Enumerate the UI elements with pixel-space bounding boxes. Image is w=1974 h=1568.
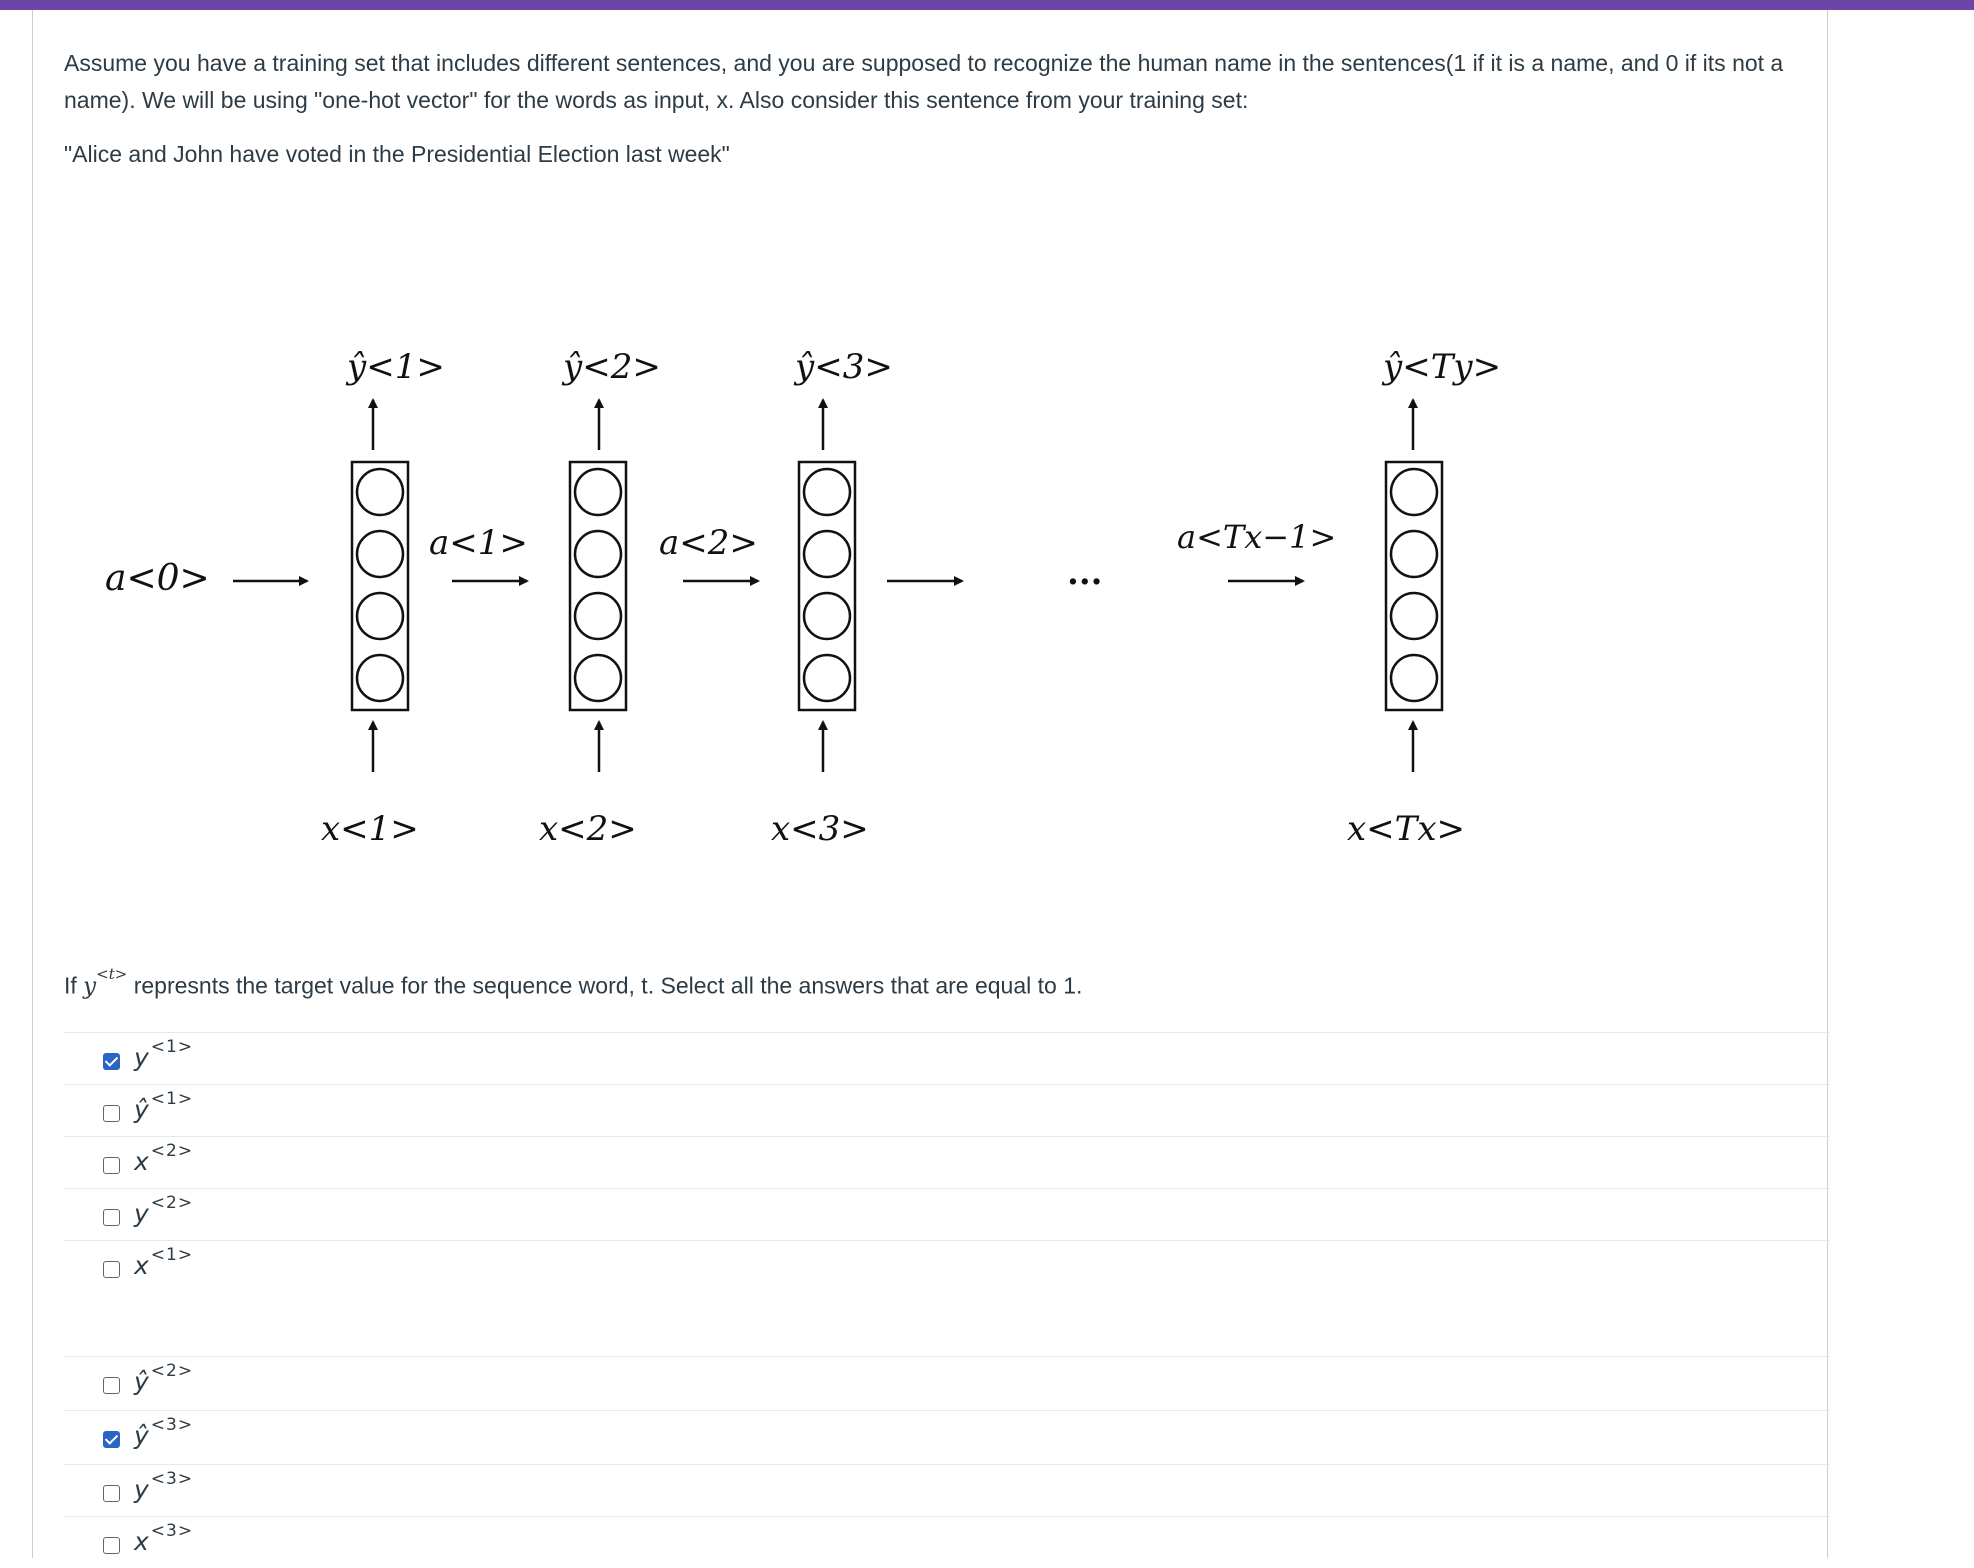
checkbox[interactable] (103, 1105, 120, 1122)
option-base: y (134, 1475, 149, 1504)
question-var-sup: <t> (96, 965, 128, 983)
option-label (134, 1245, 194, 1281)
checkbox[interactable] (103, 1537, 120, 1554)
label-a2: a<2> (659, 523, 758, 563)
option-base: ŷ (134, 1095, 149, 1124)
option-base: ŷ (134, 1421, 149, 1450)
label-yhat-1: ŷ<1> (347, 347, 445, 387)
label-x-1: x<1> (321, 809, 419, 849)
option-sup: <3> (150, 1469, 194, 1489)
checkbox[interactable] (103, 1377, 120, 1394)
quiz-question-panel (32, 10, 1828, 1558)
answer-option[interactable] (64, 1464, 1830, 1516)
label-x-2: x<2> (539, 809, 637, 849)
answer-option[interactable] (64, 1410, 1830, 1462)
option-base: y (134, 1199, 149, 1228)
rnn-cell-3 (799, 462, 855, 710)
checkbox[interactable] (103, 1209, 120, 1226)
label-yhat-ty: ŷ<Ty> (1383, 347, 1502, 387)
question-suffix: represnts the target value for the sequence word, t. Select all the answers that are equal to 1. (127, 972, 1083, 999)
option-sup: <2> (150, 1361, 194, 1381)
option-label (134, 1361, 194, 1397)
top-accent-bar (0, 0, 1974, 10)
option-label (134, 1415, 194, 1451)
label-yhat-3: ŷ<3> (795, 347, 893, 387)
question-prompt (64, 962, 1082, 1006)
label-x-3: x<3> (771, 809, 869, 849)
answer-option[interactable] (64, 1516, 1830, 1568)
option-label (134, 1521, 194, 1557)
label-x-tx: x<Tx> (1347, 809, 1466, 849)
question-prefix: If (64, 972, 84, 999)
option-base: y (134, 1043, 149, 1072)
question-var: y (83, 973, 97, 1000)
option-sup: <2> (150, 1193, 194, 1213)
answer-option[interactable] (64, 1032, 1830, 1084)
option-sup: <3> (150, 1521, 194, 1541)
option-base: x (134, 1147, 149, 1176)
option-label (134, 1141, 194, 1177)
option-sup: <2> (150, 1141, 194, 1161)
answer-option[interactable] (64, 1084, 1830, 1136)
rnn-diagram (65, 302, 1525, 882)
label-ellipsis: ... (1067, 553, 1103, 593)
rnn-cell-1 (352, 462, 408, 710)
option-base: ŷ (134, 1367, 149, 1396)
checkbox[interactable] (103, 1485, 120, 1502)
option-label (134, 1469, 194, 1505)
option-label (134, 1089, 194, 1125)
option-sup: <1> (150, 1245, 194, 1265)
checkbox[interactable] (103, 1157, 120, 1174)
option-base: x (134, 1527, 149, 1556)
option-sup: <1> (150, 1037, 194, 1057)
checkbox-checked[interactable] (103, 1431, 120, 1448)
training-sentence-quote: "Alice and John have voted in the Presidential Election last week" (64, 141, 730, 167)
rnn-cell-2 (570, 462, 626, 710)
label-atx-minus-1: a<Tx−1> (1177, 518, 1337, 556)
label-a0: a<0> (105, 558, 210, 599)
answer-option[interactable] (64, 1188, 1830, 1240)
answer-option[interactable] (64, 1240, 1830, 1292)
checkbox[interactable] (103, 1261, 120, 1278)
label-a1: a<1> (429, 523, 528, 563)
checkbox-checked[interactable] (103, 1053, 120, 1070)
option-base: x (134, 1251, 149, 1280)
answer-option[interactable] (64, 1136, 1830, 1188)
option-sup: <1> (150, 1089, 194, 1109)
option-sup: <3> (150, 1415, 194, 1435)
answer-option[interactable] (64, 1356, 1830, 1408)
option-label (134, 1037, 194, 1073)
label-yhat-2: ŷ<2> (563, 347, 661, 387)
rnn-cell-ty (1386, 462, 1442, 710)
question-intro-text: Assume you have a training set that includes different sentences, and you are supposed to recognize the human name in the sentences(1 if it is a name, and 0 if its not a name). We will be using "one-hot vector" for the words as input, x. Also consider this sentence from your training set: (64, 50, 1784, 113)
option-label (134, 1193, 194, 1229)
